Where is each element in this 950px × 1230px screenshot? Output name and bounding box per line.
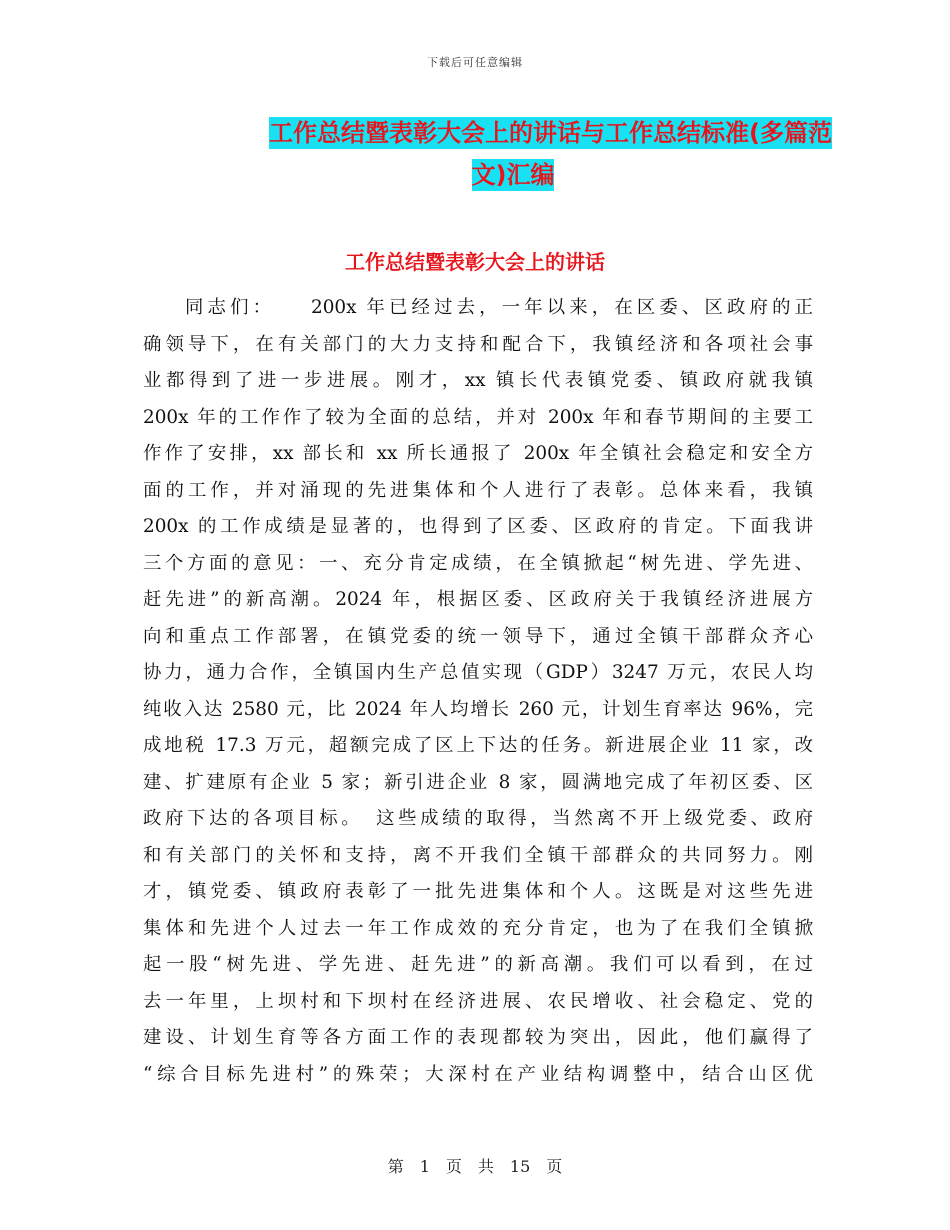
body-text-line: 集体和先进个人过去一年工作成效的充分肯定，也为了在我们全镇掀 [143, 917, 813, 939]
body-text-line: 建、扩建原有企业 5 家；新引进企业 8 家，圆满地完成了年初区委、区 [143, 771, 813, 793]
body-text-line: 起一股“树先进、学先进、赶先进”的新高潮。我们可以看到，在过 [143, 954, 813, 975]
body-text-line: 同志们： 200x 年已经过去，一年以来，在区委、区政府的正 [185, 297, 813, 318]
page-header-note: 下载后可任意编辑 [427, 56, 523, 69]
body-text-line: 三个方面的意见：一、充分肯定成绩，在全镇掀起“树先进、学先进、 [143, 552, 813, 574]
body-text-line: 业都得到了进一步进展。刚才，xx 镇长代表镇党委、镇政府就我镇 [143, 370, 813, 391]
body-text-line: 作作了安排，xx 部长和 xx 所长通报了 200x 年全镇社会稳定和安全方 [143, 443, 813, 464]
body-text-line: 确领导下，在有关部门的大力支持和配合下，我镇经济和各项社会事 [143, 333, 813, 355]
page-number-footer: 第 1 页 共 15 页 [387, 1157, 563, 1176]
body-text-line: 成地税 17.3 万元，超额完成了区上下达的任务。新进展企业 11 家，改 [143, 735, 813, 756]
body-text-line: 建设、计划生育等各方面工作的表现都较为突出，因此，他们赢得了 [143, 1027, 813, 1048]
body-text-line: 纯收入达 2580 元，比 2024 年人均增长 260 元，计划生育率达 96%，完 [143, 698, 813, 720]
document-title-line-2: 文)汇编 [471, 161, 555, 189]
body-text-line: 面的工作，并对涌现的先进集体和个人进行了表彰。总体来看，我镇 [143, 479, 813, 501]
body-text-line: 200x 的工作成绩是显著的，也得到了区委、区政府的肯定。下面我讲 [143, 516, 813, 537]
document-title [142, 112, 832, 196]
body-text-line: 向和重点工作部署，在镇党委的统一领导下，通过全镇干部群众齐心 [143, 625, 813, 647]
speech-body [143, 290, 813, 1093]
body-text-line: 和有关部门的关怀和支持，离不开我们全镇干部群众的共同努力。刚 [143, 844, 813, 866]
body-text-line: 政府下达的各项目标。 这些成绩的取得，当然离不开上级党委、政府 [143, 808, 813, 829]
body-text-line: 赶先进”的新高潮。2024 年，根据区委、区政府关于我镇经济进展方 [143, 589, 813, 610]
body-text-line: 协力，通力合作，全镇国内生产总值实现（GDP）3247 万元，农民人均 [143, 662, 813, 683]
document-title-line-1: 工作总结暨表彰大会上的讲话与工作总结标准(多篇范 [269, 119, 832, 147]
section-heading: 工作总结暨表彰大会上的讲话 [345, 250, 605, 274]
body-text-line: “综合目标先进村”的殊荣；大深村在产业结构调整中，结合山区优 [143, 1063, 813, 1085]
body-text-line: 去一年里，上坝村和下坝村在经济进展、农民增收、社会稳定、党的 [143, 990, 813, 1012]
body-text-line: 才，镇党委、镇政府表彰了一批先进集体和个人。这既是对这些先进 [143, 881, 813, 902]
body-text-line: 200x 年的工作作了较为全面的总结，并对 200x 年和春节期间的主要工 [143, 406, 813, 428]
